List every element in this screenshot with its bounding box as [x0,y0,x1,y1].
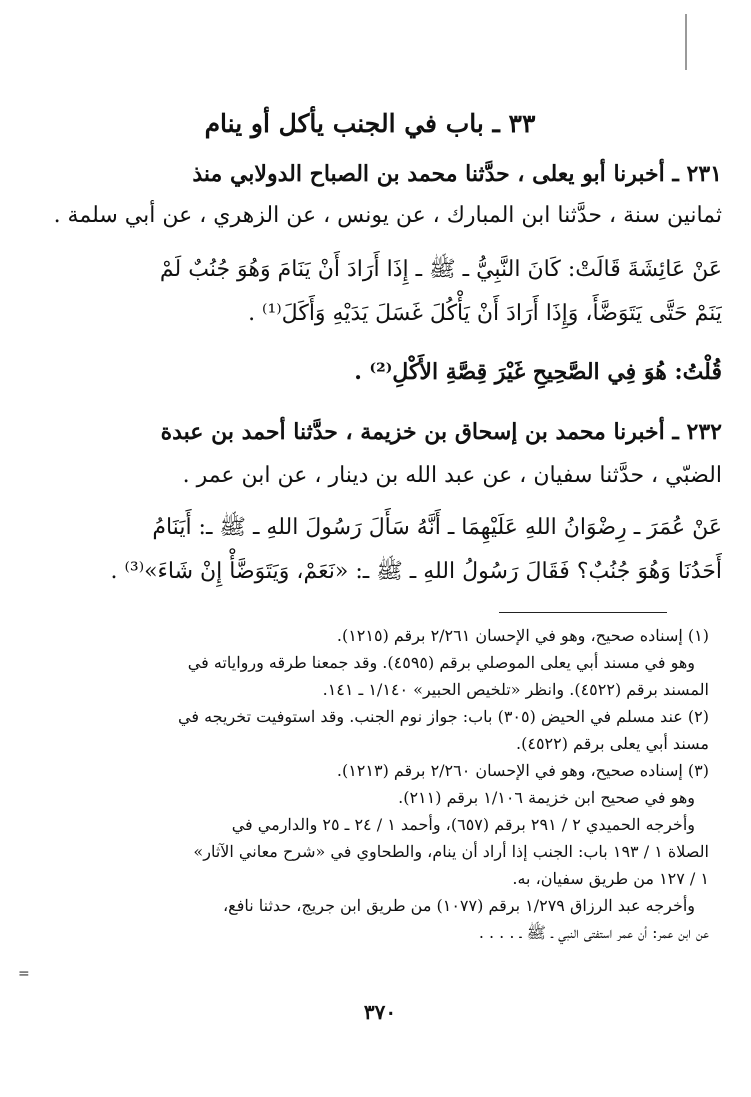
footnote-line: (٣) إسناده صحيح، وهو في الإحسان ٢/٢٦٠ برقم (١٢١٣). [336,761,709,780]
page-edge-line [685,14,687,70]
footnote-separator [499,612,667,613]
footnote-line: المسند برقم (٤٥٢٢). وانظر «تلخيص الحبير» ١/١٤٠ ـ ١٤١. [322,680,709,699]
hadith-231-comment-line: قُلْتُ: هُوَ فِي الصَّحِيحِ غَيْرَ قِصَّةِ الأَكْلِ⁽²⁾ . [354,359,722,385]
hadith-231-matn-line-1: عَنْ عَائِشَةَ قَالَتْ: كَانَ النَّبِيُّ ـ ﷺ ـ إِذَا أَرَادَ أَنْ يَنَامَ وَهُوَ جُنُبٌ لَمْ [159,257,722,282]
hadith-232-isnad-line-2: الضبّي ، حدَّثنا سفيان ، عن عبد الله بن دينار ، عن ابن عمر . [182,463,722,488]
hadith-231-isnad-line-1: ٢٣١ ـ أخبرنا أبو يعلى ، حدَّثنا محمد بن الصباح الدولابي منذ [192,161,722,187]
footnote-line: ١ / ١٢٧ من طريق سفيان، به. [512,869,709,888]
hadith-231-isnad-line-2: ثمانين سنة ، حدَّثنا ابن المبارك ، عن يونس ، عن الزهري ، عن أبي سلمة . [53,203,722,228]
footnote-line: مسند أبي يعلى برقم (٤٥٢٢). [516,734,709,753]
footnote-line: الصلاة ١ / ١٩٣ باب: الجنب إذا أراد أن ينام، والطحاوي في «شرح معاني الآثار» [193,842,709,861]
hadith-231-comment [40,350,722,394]
hadith-231-matn [40,248,722,336]
hadith-231-isnad-cont [40,194,722,238]
chapter-heading: ٣٣ ـ باب في الجنب يأكل أو ينام [204,109,536,138]
footnote-line: وأخرجه الحميدي ٢ / ٢٩١ برقم (٦٥٧)، وأحمد ١ / ٢٤ ـ ٢٥ والدارمي في [231,815,695,834]
hadith-232-isnad [40,410,722,498]
footnote-line: (١) إسناده صحيح، وهو في الإحسان ٢/٢٦١ برقم (١٢١٥). [336,626,709,645]
hadith-231-matn-line-2: يَنَمْ حَتَّى يَتَوَضَّأَ، وَإِذَا أَرَادَ أَنْ يَأْكُلَ غَسَلَ يَدَيْهِ وَأَكَلَ⁽¹⁾ . [248,301,722,326]
footnotes [92,622,709,946]
hadith-231-isnad [40,152,722,196]
hadith-232-matn-line-2: أَحَدُنَا وَهُوَ جُنُبٌ؟ فَقَالَ رَسُولُ اللهِ ـ ﷺ ـ: «نَعَمْ، وَيَتَوَضَّأْ إِنْ شَاءَ»⁽³⁾ . [110,559,722,584]
margin-mark: = [18,966,30,982]
hadith-232-matn-line-1: عَنْ عُمَرَ ـ رِضْوَانُ اللهِ عَلَيْهِمَا ـ أَنَّهُ سَأَلَ رَسُولَ اللهِ ـ ﷺ ـ: أَيَنَامُ [152,515,722,540]
hadith-232-matn [40,506,722,594]
footnote-line: وأخرجه عبد الرزاق ١/٢٧٩ برقم (١٠٧٧) من طريق ابن جريج، حدثنا نافع، [223,896,695,915]
footnote-line: وهو في صحيح ابن خزيمة ١/١٠٦ برقم (٢١١). [398,788,695,807]
footnote-line: وهو في مسند أبي يعلى الموصلي برقم (٤٥٩٥). وقد جمعنا طرقه ورواياته في [187,653,695,672]
footnote-line: عن ابن عمر: أن عمر استفتى النبي ـ ﷺ ـ . . . . [478,923,709,942]
hadith-232-isnad-line-1: ٢٣٢ ـ أخبرنا محمد بن إسحاق بن خزيمة ، حدَّثنا أحمد بن عبدة [160,419,722,445]
footnote-line: (٢) عند مسلم في الحيض (٣٠٥) باب: جواز نوم الجنب. وقد استوفيت تخريجه في [178,707,709,726]
page-number: ٣٧٠ [363,1000,397,1024]
